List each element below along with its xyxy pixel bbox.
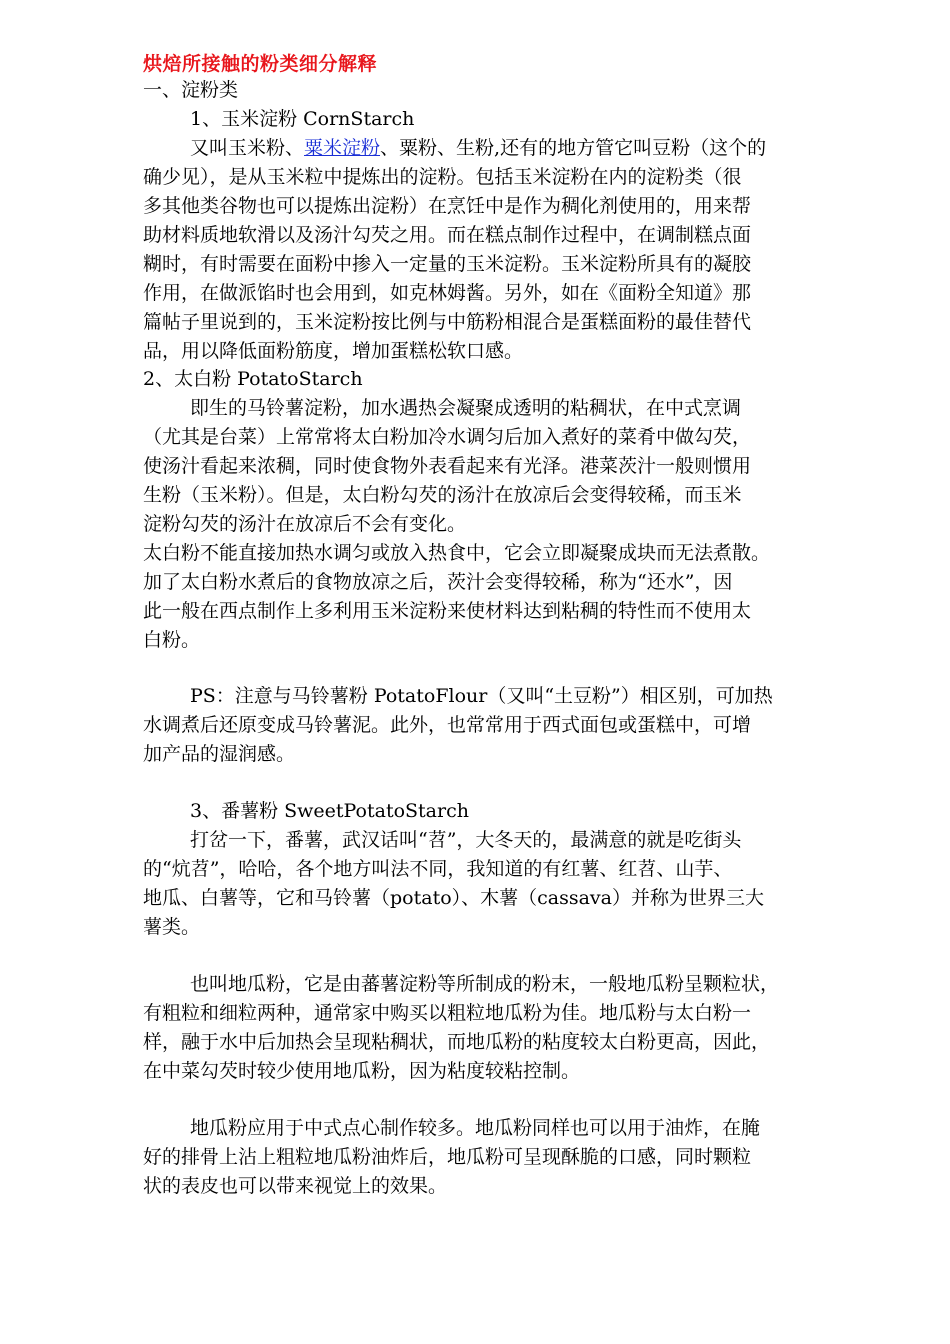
text-run: 、粟粉、生粉,还有的地方管它叫豆粉（这个的 bbox=[380, 137, 767, 159]
note-line: PS：注意与马铃薯粉 PotatoFlour（又叫“土豆粉”）相区别，可加热 bbox=[190, 685, 773, 707]
paragraph-line: 此一般在西点制作上多利用玉米淀粉来使材料达到粘稠的特性而不使用太 bbox=[143, 600, 752, 622]
paragraph-line: 状的表皮也可以带来视觉上的效果。 bbox=[143, 1175, 448, 1197]
paragraph-line: 好的排骨上沾上粗粒地瓜粉油炸后，地瓜粉可呈现酥脆的口感，同时颗粒 bbox=[143, 1146, 752, 1168]
paragraph-line: 淀粉勾芡的汤汁在放凉后不会有变化。 bbox=[143, 513, 467, 535]
paragraph-line bbox=[190, 136, 766, 160]
paragraph-line: 有粗粒和细粒两种，通常家中购买以粗粒地瓜粉为佳。地瓜粉与太白粉一 bbox=[143, 1002, 752, 1024]
paragraph-line: 加了太白粉水煮后的食物放凉之后，茨汁会变得较稀，称为“还水”，因 bbox=[143, 571, 733, 593]
paragraph-line: 地瓜、白薯等，它和马铃薯（potato）、木薯（cassava）并称为世界三大 bbox=[143, 887, 764, 909]
note-line: 加产品的湿润感。 bbox=[143, 743, 296, 765]
paragraph-line: 也叫地瓜粉，它是由蕃薯淀粉等所制成的粉末，一般地瓜粉呈颗粒状， bbox=[190, 973, 780, 995]
paragraph-line: 太白粉不能直接加热水调匀或放入热食中，它会立即凝聚成块而无法煮散。 bbox=[143, 542, 771, 564]
subheading-sweet-potato-starch: 3、番薯粉 SweetPotatoStarch bbox=[190, 800, 469, 822]
paragraph-line: 多其他类谷物也可以提炼出淀粉）在烹饪中是作为稠化剂使用的，用来帮 bbox=[143, 195, 752, 217]
page-title: 烘焙所接触的粉类细分解释 bbox=[143, 53, 378, 75]
paragraph-line: 使汤汁看起来浓稠，同时使食物外表看起来有光泽。港菜茨汁一般则惯用 bbox=[143, 455, 752, 477]
paragraph-line: 确少见），是从玉米粒中提炼出的淀粉。包括玉米淀粉在内的淀粉类（很 bbox=[143, 166, 742, 188]
link-corn-starch[interactable]: 粟米淀粉 bbox=[304, 137, 381, 159]
text-run: 又叫玉米粉、 bbox=[190, 137, 305, 159]
note-line: 水调煮后还原变成马铃薯泥。此外，也常常用于西式面包或蛋糕中，可增 bbox=[143, 714, 752, 736]
paragraph-line: 地瓜粉应用于中式点心制作较多。地瓜粉同样也可以用于油炸，在腌 bbox=[190, 1117, 761, 1139]
paragraph-line: 生粉（玉米粉）。但是，太白粉勾芡的汤汁在放凉后会变得较稀，而玉米 bbox=[143, 484, 742, 506]
paragraph-line: 的“炕苕”，哈哈，各个地方叫法不同，我知道的有红薯、红苕、山芋、 bbox=[143, 858, 733, 880]
paragraph-line: 即生的马铃薯淀粉，加水遇热会凝聚成透明的粘稠状，在中式烹调 bbox=[190, 397, 742, 419]
paragraph-line: （尤其是台菜）上常常将太白粉加冷水调匀后加入煮好的菜肴中做勾芡， bbox=[143, 426, 752, 448]
subheading-cornstarch: 1、玉米淀粉 CornStarch bbox=[190, 108, 415, 130]
paragraph-line: 薯类。 bbox=[143, 916, 201, 938]
paragraph-line: 助材料质地软滑以及汤汁勾芡之用。而在糕点制作过程中，在调制糕点面 bbox=[143, 224, 752, 246]
paragraph-line: 作用，在做派馅时也会用到，如克林姆酱。另外，如在《面粉全知道》那 bbox=[143, 282, 752, 304]
paragraph-line: 样，融于水中后加热会呈现粘稠状，而地瓜粉的粘度较太白粉更高，因此， bbox=[143, 1031, 771, 1053]
paragraph-line: 打岔一下，番薯，武汉话叫“苕”，大冬天的，最满意的就是吃街头 bbox=[190, 829, 742, 851]
paragraph-line: 在中菜勾芡时较少使用地瓜粉，因为粘度较粘控制。 bbox=[143, 1060, 581, 1082]
paragraph-line: 糊时，有时需要在面粉中掺入一定量的玉米淀粉。玉米淀粉所具有的凝胶 bbox=[143, 253, 752, 275]
paragraph-line: 篇帖子里说到的，玉米淀粉按比例与中筋粉相混合是蛋糕面粉的最佳替代 bbox=[143, 311, 752, 333]
paragraph-line: 白粉。 bbox=[143, 629, 201, 651]
subheading-potato-starch: 2、太白粉 PotatoStarch bbox=[143, 368, 363, 390]
section-heading-starch: 一、淀粉类 bbox=[143, 79, 239, 101]
paragraph-line: 品，用以降低面粉筋度，增加蛋糕松软口感。 bbox=[143, 340, 524, 362]
